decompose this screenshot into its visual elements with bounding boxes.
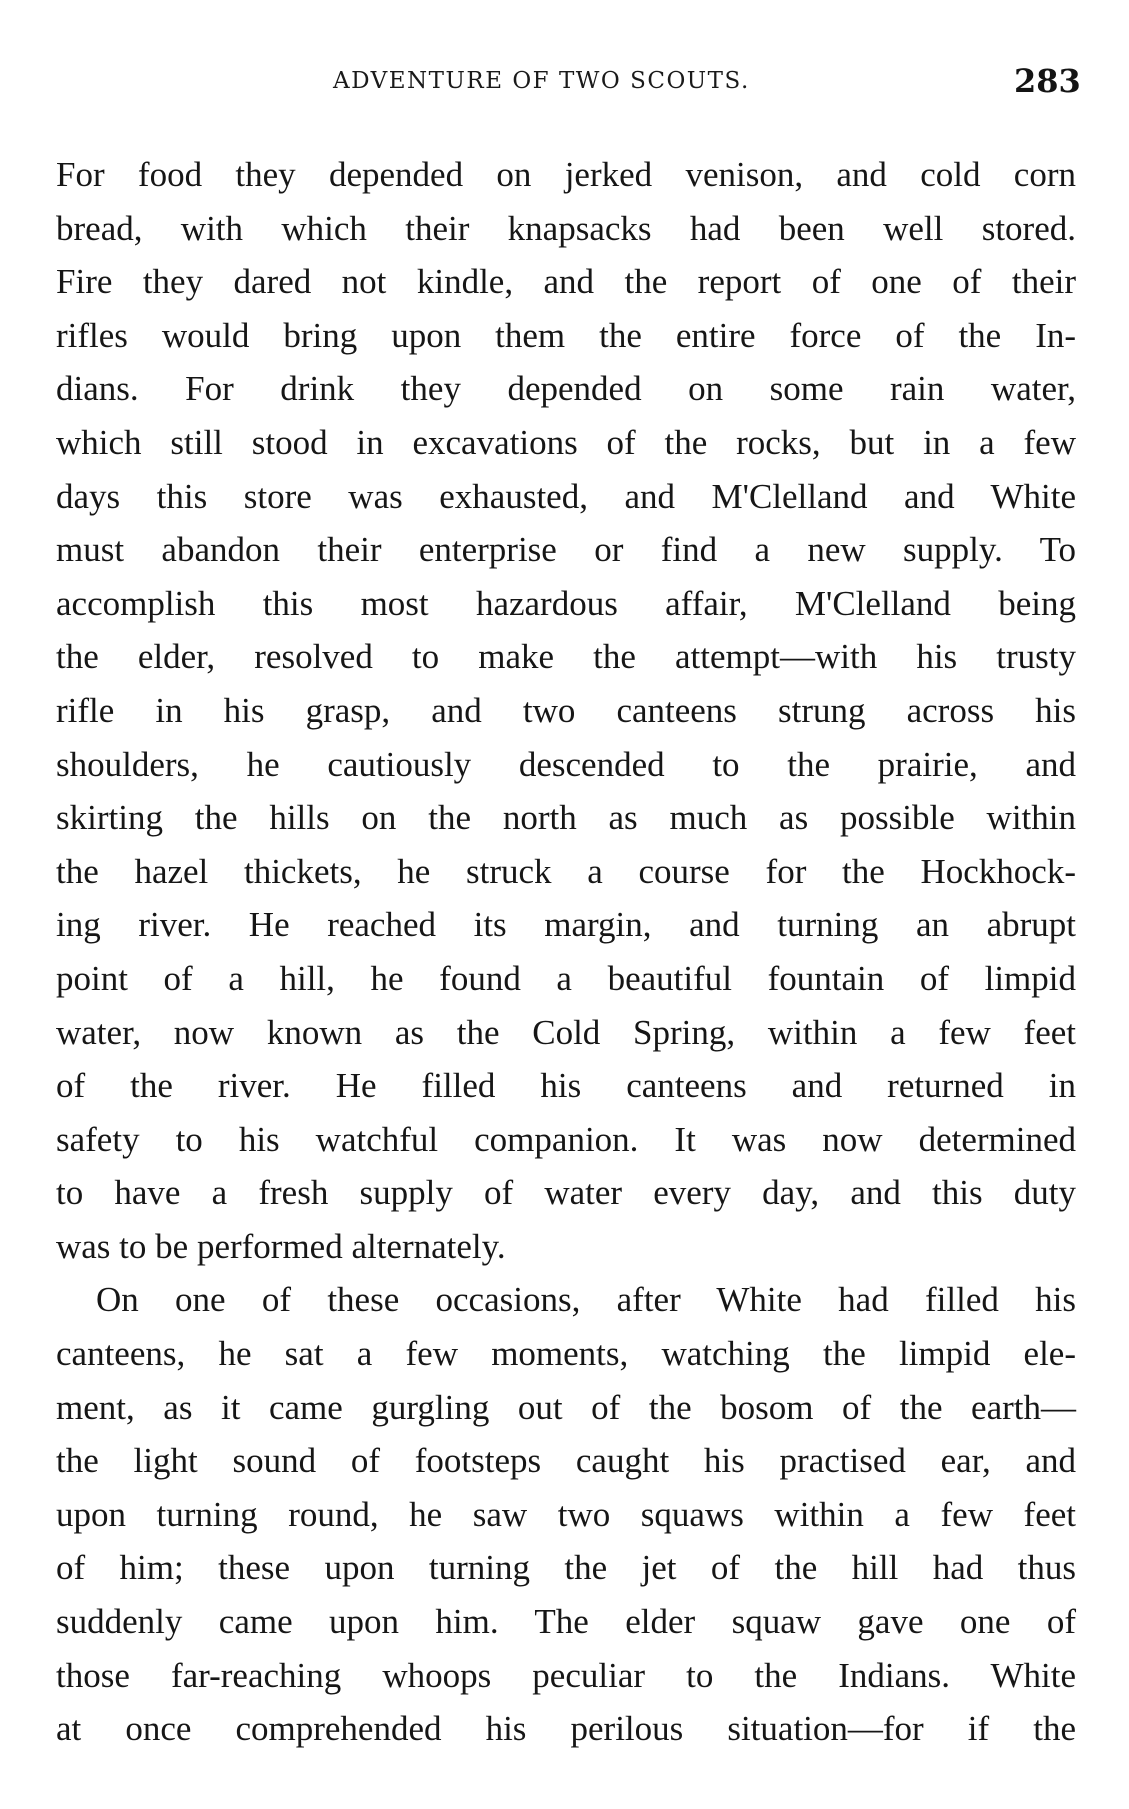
text-line: Fire they dared not kindle, and the report of one of their <box>56 262 1076 302</box>
text-line: dians. For drink they depended on some rain water, <box>56 369 1076 409</box>
text-line: must abandon their enterprise or find a new supply. To <box>56 530 1076 570</box>
text-line: those far-reaching whoops peculiar to the Indians. White <box>56 1655 1076 1695</box>
text-line: On one of these occasions, after White had filled his <box>96 1280 1076 1320</box>
text-line: safety to his watchful companion. It was now determined <box>56 1119 1076 1159</box>
text-line: skirting the hills on the north as much as possible within <box>56 798 1076 838</box>
text-line: shoulders, he cautiously descended to the prairie, and <box>56 744 1076 784</box>
text-line: rifles would bring upon them the entire force of the In- <box>56 315 1076 355</box>
text-line: days this store was exhausted, and M'Clelland and White <box>56 476 1076 516</box>
paragraph-2 <box>56 1273 1076 1755</box>
text-line: rifle in his grasp, and two canteens strung across his <box>56 690 1076 730</box>
text-line: to have a fresh supply of water every day, and this duty <box>56 1173 1076 1213</box>
text-line: at once comprehended his perilous situation—for if the <box>56 1709 1076 1749</box>
text-line: canteens, he sat a few moments, watching the limpid ele- <box>56 1334 1076 1374</box>
text-line: of him; these upon turning the jet of the hill had thus <box>56 1548 1076 1588</box>
running-title: ADVENTURE OF TWO SCOUTS. <box>333 68 750 94</box>
text-line: which still stood in excavations of the rocks, but in a few <box>56 422 1076 462</box>
text-line: the hazel thickets, he struck a course for the Hockhock- <box>56 851 1076 891</box>
page-number: 283 <box>1014 62 1081 100</box>
text-line: the light sound of footsteps caught his practised ear, and <box>56 1441 1076 1481</box>
text-line: For food they depended on jerked venison, and cold corn <box>56 155 1076 194</box>
paragraph-1 <box>56 148 1076 1273</box>
text-line: water, now known as the Cold Spring, within a few feet <box>56 1012 1076 1052</box>
text-line: accomplish this most hazardous affair, M'Clelland being <box>56 583 1076 623</box>
text-line: suddenly came upon him. The elder squaw gave one of <box>56 1602 1076 1642</box>
text-line: ment, as it came gurgling out of the bosom of the earth— <box>56 1387 1076 1427</box>
text-line: the elder, resolved to make the attempt—with his trusty <box>56 637 1076 677</box>
text-line: point of a hill, he found a beautiful fountain of limpid <box>56 958 1076 998</box>
text-line: upon turning round, he saw two squaws within a few feet <box>56 1494 1076 1534</box>
running-head <box>0 62 1129 102</box>
text-line: ing river. He reached its margin, and turning an abrupt <box>56 905 1076 945</box>
body-text <box>56 148 1076 1756</box>
text-line: of the river. He filled his canteens and returned in <box>56 1066 1076 1106</box>
text-line: bread, with which their knapsacks had been well stored. <box>56 208 1076 248</box>
text-line: was to be performed alternately. <box>56 1226 506 1266</box>
